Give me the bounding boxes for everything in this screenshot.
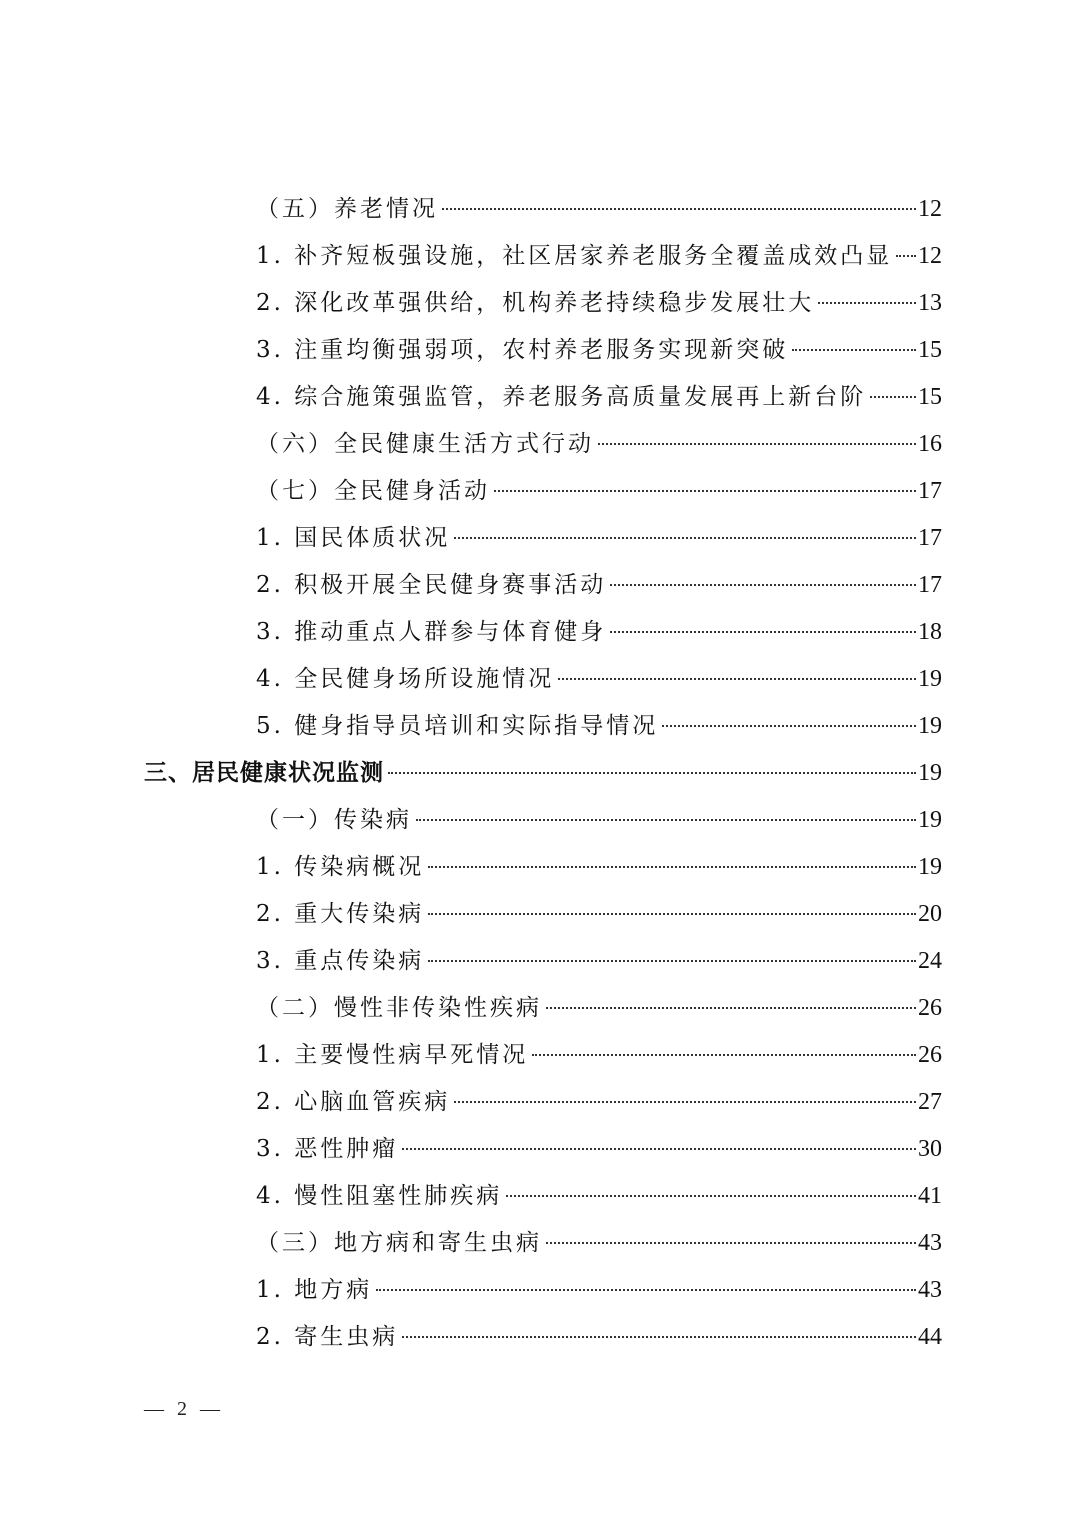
toc-entry[interactable] (256, 515, 942, 562)
toc-dot-leader (532, 1054, 916, 1056)
toc-entry-label: 三、居民健康状况监测 (144, 760, 384, 786)
toc-entry-page-number: 13 (918, 290, 942, 316)
toc-dot-leader (402, 1148, 916, 1150)
toc-dot-leader (428, 960, 916, 962)
toc-entry[interactable] (256, 421, 942, 468)
toc-dot-leader (598, 443, 916, 445)
toc-entry-label: 2. 寄生虫病 (256, 1324, 399, 1350)
toc-entry-page-number: 43 (918, 1230, 942, 1256)
toc-entry-label: 2. 积极开展全民健身赛事活动 (256, 572, 607, 598)
toc-dot-leader (662, 725, 916, 727)
toc-entry-page-number: 17 (918, 525, 942, 551)
toc-dot-leader (454, 537, 916, 539)
toc-entry-page-number: 17 (918, 572, 942, 598)
toc-entry-page-number: 44 (918, 1324, 942, 1350)
toc-entry[interactable] (256, 656, 942, 703)
toc-entry-page-number: 15 (918, 337, 942, 363)
toc-entry[interactable] (256, 1267, 942, 1314)
toc-entry[interactable] (256, 233, 942, 280)
toc-entry[interactable] (256, 280, 942, 327)
toc-dot-leader (376, 1289, 916, 1291)
toc-entry-page-number: 12 (918, 196, 942, 222)
toc-entry-page-number: 15 (918, 384, 942, 410)
toc-entry[interactable] (256, 844, 942, 891)
toc-entry[interactable] (256, 1126, 942, 1173)
toc-dot-leader (494, 490, 916, 492)
toc-entry-label: 3. 推动重点人群参与体育健身 (256, 619, 607, 645)
toc-entry-label: 1. 补齐短板强设施，社区居家养老服务全覆盖成效凸显 (256, 243, 893, 269)
toc-section-heading[interactable] (144, 750, 942, 797)
toc-entry-label: 3. 恶性肿瘤 (256, 1136, 399, 1162)
toc-dot-leader (388, 772, 916, 774)
toc-dot-leader (416, 819, 916, 821)
toc-entry-label: （七）全民健身活动 (256, 478, 490, 504)
toc-entry-label: 5. 健身指导员培训和实际指导情况 (256, 713, 659, 739)
toc-entry[interactable] (256, 562, 942, 609)
toc-entry[interactable] (256, 703, 942, 750)
toc-dot-leader (428, 866, 916, 868)
toc-entry-page-number: 18 (918, 619, 942, 645)
toc-entry[interactable] (256, 1173, 942, 1220)
toc-entry-label: 2. 心脑血管疾病 (256, 1089, 451, 1115)
toc-dot-leader (546, 1242, 916, 1244)
toc-entry[interactable] (256, 468, 942, 515)
toc-entry-page-number: 41 (918, 1183, 942, 1209)
toc-entry-page-number: 24 (918, 948, 942, 974)
toc-dot-leader (792, 349, 916, 351)
toc-dot-leader (402, 1336, 916, 1338)
toc-dot-leader (558, 678, 916, 680)
toc-entry[interactable] (256, 1314, 942, 1361)
toc-entry-page-number: 19 (918, 713, 942, 739)
toc-entry[interactable] (256, 891, 942, 938)
toc-entry-label: 1. 地方病 (256, 1277, 373, 1303)
toc-entry-page-number: 17 (918, 478, 942, 504)
toc-entry-label: 1. 国民体质状况 (256, 525, 451, 551)
toc-entry-label: （一）传染病 (256, 807, 412, 833)
page-number: — 2 — (144, 1398, 224, 1420)
toc-entry[interactable] (256, 1032, 942, 1079)
toc-entry-page-number: 19 (918, 807, 942, 833)
toc-entry[interactable] (256, 609, 942, 656)
toc-entry-label: （五）养老情况 (256, 196, 438, 222)
toc-dot-leader (454, 1101, 916, 1103)
toc-entry-label: 4. 综合施策强监管，养老服务高质量发展再上新台阶 (256, 384, 867, 410)
toc-entry-page-number: 30 (918, 1136, 942, 1162)
toc-entry[interactable] (256, 374, 942, 421)
toc-entry[interactable] (256, 186, 942, 233)
toc-entry[interactable] (256, 327, 942, 374)
toc-entry[interactable] (256, 1079, 942, 1126)
toc-entry-page-number: 16 (918, 431, 942, 457)
toc-entry-page-number: 27 (918, 1089, 942, 1115)
table-of-contents (0, 186, 1074, 1361)
toc-dot-leader (896, 255, 916, 257)
toc-entry-page-number: 26 (918, 1042, 942, 1068)
toc-entry[interactable] (256, 985, 942, 1032)
toc-entry-page-number: 19 (918, 854, 942, 880)
toc-entry-label: 1. 传染病概况 (256, 854, 425, 880)
toc-entry-page-number: 12 (918, 243, 942, 269)
toc-dot-leader (442, 208, 916, 210)
toc-entry-page-number: 20 (918, 901, 942, 927)
toc-entry[interactable] (256, 1220, 942, 1267)
toc-entry-page-number: 43 (918, 1277, 942, 1303)
toc-entry-label: 3. 重点传染病 (256, 948, 425, 974)
toc-entry[interactable] (256, 797, 942, 844)
toc-entry-label: 2. 重大传染病 (256, 901, 425, 927)
toc-dot-leader (610, 631, 916, 633)
toc-entry[interactable] (256, 938, 942, 985)
toc-dot-leader (546, 1007, 916, 1009)
toc-entry-label: 3. 注重均衡强弱项，农村养老服务实现新突破 (256, 337, 789, 363)
toc-entry-label: （六）全民健康生活方式行动 (256, 431, 594, 457)
toc-entry-label: 2. 深化改革强供给，机构养老持续稳步发展壮大 (256, 290, 815, 316)
toc-entry-page-number: 19 (918, 760, 942, 786)
toc-entry-label: 1. 主要慢性病早死情况 (256, 1042, 529, 1068)
toc-dot-leader (870, 396, 916, 398)
toc-entry-page-number: 19 (918, 666, 942, 692)
toc-dot-leader (506, 1195, 916, 1197)
toc-entry-label: （二）慢性非传染性疾病 (256, 995, 542, 1021)
toc-entry-label: （三）地方病和寄生虫病 (256, 1230, 542, 1256)
toc-dot-leader (610, 584, 916, 586)
toc-dot-leader (818, 302, 916, 304)
toc-entry-label: 4. 全民健身场所设施情况 (256, 666, 555, 692)
toc-entry-page-number: 26 (918, 995, 942, 1021)
toc-entry-label: 4. 慢性阻塞性肺疾病 (256, 1183, 503, 1209)
toc-dot-leader (428, 913, 916, 915)
